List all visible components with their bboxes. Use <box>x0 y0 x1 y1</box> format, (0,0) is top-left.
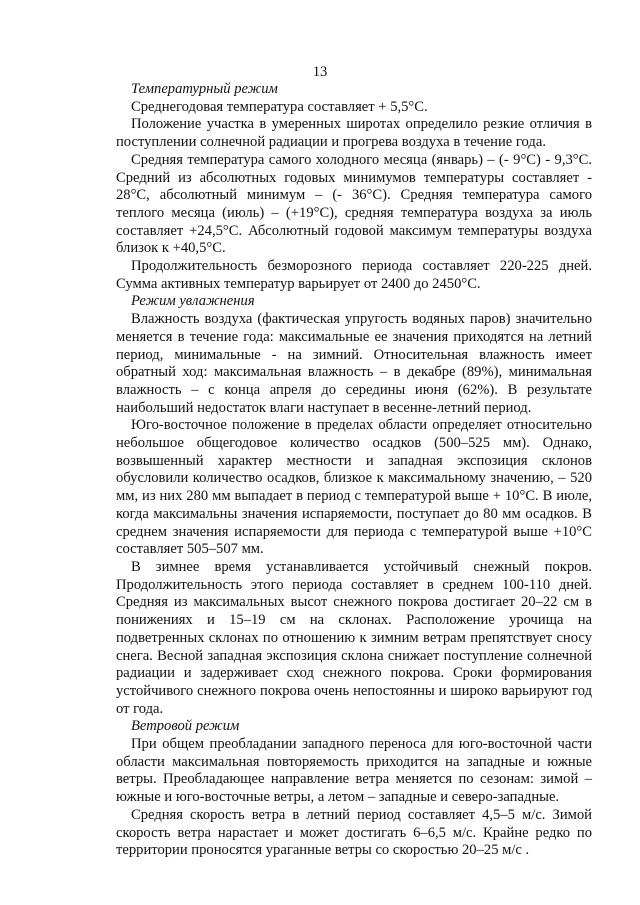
paragraph: Положение участка в умеренных широтах определило резкие отличия в поступлении солнечной радиации и прогрева воздуха в течение года. <box>116 116 592 151</box>
paragraph: Средняя температура самого холодного месяца (январь) – (- 9°С) - 9,3°С. Средний из абсолютных годовых минимумов температуры составляет - 28°С, абсолютный минимум – (- 36°С). Средняя температура самого теплого месяца (июль) – (+19°С), средняя температура воздуха за июль составляет +24,5°С. Абсолютный годовой максимум температуры воздуха близок к +40,5°С. <box>116 151 592 257</box>
section-heading-humidity: Режим увлажнения <box>131 293 255 310</box>
paragraph: Влажность воздуха (фактическая упругость водяных паров) значительно меняется в течение года: максимальные ее значения приходятся на летний период, минимальные - на зимний. Относительная влажность имеет обратный ход: максимальная влажность – в декабре (89%), минимальная влажность – с конца апреля до середины июня (62%). В результате наибольший недостаток влаги наступает в весенне-летний период. <box>116 311 592 416</box>
section-heading-temperature: Температурный режим <box>131 81 278 97</box>
section-humidity <box>116 293 592 718</box>
page-number: 13 <box>312 64 328 80</box>
paragraph: Продолжительность безморозного периода составляет 220-225 дней. Сумма активных температур варьирует от 2400 до 2450°С. <box>116 258 592 292</box>
section-heading-wind: Ветровой режим <box>131 718 240 735</box>
paragraph: В зимнее время устанавливается устойчивый снежный покров. Продолжительность этого периода составляет в среднем 100-110 дней. Средняя из максимальных высот снежного покрова достигает 20–22 см в понижениях и 15–19 см на склонах. Расположение урочища на подветренных склонах по отношению к зимним ветрам препятствует сносу снега. Весной западная экспозиция склона снижает поступление солнечной радиации и задерживает сход снежного покрова. Сроки формирования устойчивого снежного покрова очень непостоянны и широко варьируют год от года. <box>116 558 592 717</box>
paragraph: При общем преобладании западного переноса для юго-восточной части области максимальная повторяемость приходится на западные и южные ветры. Преобладающее направление ветра меняется по сезонам: зимой – южные и юго-восточные ветры, а летом – западные и северо-западные. <box>116 736 592 806</box>
section-wind <box>116 718 592 860</box>
paragraph: Средняя скорость ветра в летний период составляет 4,5–5 м/с. Зимой скорость ветра нарастает и может достигать 6–6,5 м/с. Крайне редко по территории проносятся ураганные ветры со скоростью 20–25 м/с . <box>116 806 592 859</box>
document-body <box>116 81 592 860</box>
paragraph: Среднегодовая температура составляет + 5,5°С. <box>131 98 428 115</box>
section-temperature <box>116 81 592 293</box>
paragraph: Юго-восточное положение в пределах области определяет относительно небольшое общегодовое количество осадков (500–525 мм). Однако, возвышенный характер местности и западная экспозиция склонов обусловили количество осадков, близкое к максимальному значению, – 520 мм, из них 280 мм выпадает в период с температурой выше + 10°С. В июле, когда максимальны значения испаряемости, поступает до 80 мм осадков. В среднем значения испаряемости для периода с температурой выше +10°С составляет 505–507 мм. <box>116 417 592 558</box>
